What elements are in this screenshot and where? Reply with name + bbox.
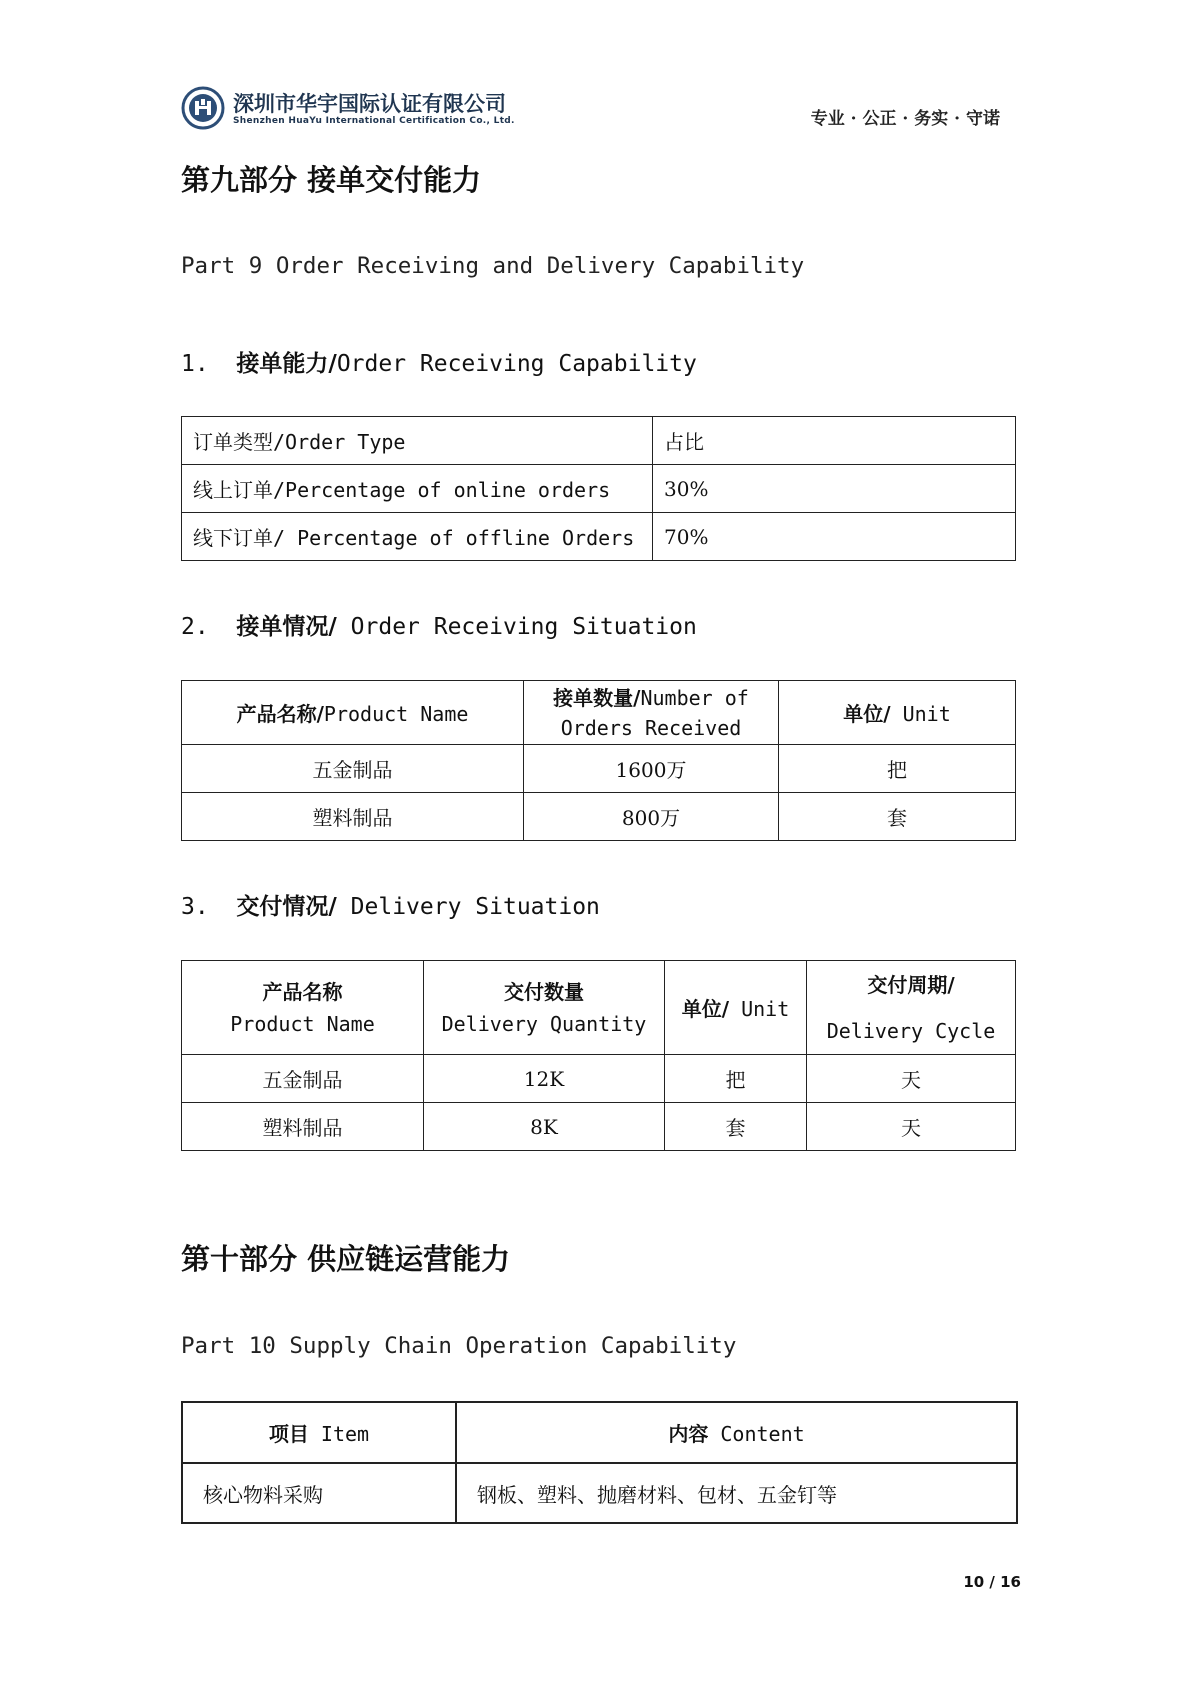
- section3-heading: [181, 888, 600, 921]
- company-name-cn: 深圳市华宇国际认证有限公司: [233, 92, 506, 116]
- part9-title-cn: 第九部分 接单交付能力: [181, 163, 482, 197]
- page-number: 10 / 16: [963, 1573, 1021, 1591]
- section2-title-en: Order Receiving Situation: [336, 614, 697, 640]
- header-cn: 单位/: [843, 702, 891, 726]
- table-cell: 塑料制品: [182, 1103, 424, 1151]
- header-cn: 产品名称: [262, 979, 343, 1004]
- table-cell: 线上订单/Percentage of online orders: [182, 465, 653, 513]
- table-row: [182, 1463, 1017, 1523]
- table-header-row: [182, 961, 1016, 1055]
- table-cell: 钢板、塑料、抛磨材料、包材、五金钉等: [456, 1463, 1017, 1523]
- section3-title-cn: 交付情况/: [236, 894, 337, 920]
- header-cell: [182, 961, 424, 1055]
- order-type-table: [181, 416, 1016, 561]
- table-cell: 占比: [653, 417, 1016, 465]
- header-en: Delivery Cycle: [826, 1018, 996, 1043]
- table-header-row: [182, 681, 1016, 745]
- table-row: [182, 1055, 1016, 1103]
- table-row: [182, 1103, 1016, 1151]
- header-cell: [424, 961, 665, 1055]
- header-en: Product Name: [230, 1011, 375, 1036]
- header-en: Delivery Quantity: [441, 1011, 647, 1036]
- table-cell: 12K: [424, 1055, 665, 1103]
- part9-title-en: Part 9 Order Receiving and Delivery Capability: [181, 253, 805, 279]
- part10-title-en: Part 10 Supply Chain Operation Capability: [181, 1333, 737, 1359]
- table-cell: 1600万: [524, 745, 779, 793]
- header-cn: 单位/: [681, 997, 730, 1021]
- section2-number: 2.: [181, 614, 209, 640]
- table-cell: 线下订单/ Percentage of offline Orders: [182, 513, 653, 561]
- header-en: Content: [708, 1422, 805, 1446]
- table-row: [182, 745, 1016, 793]
- table-header-row: [182, 1402, 1017, 1463]
- table-cell: 把: [665, 1055, 807, 1103]
- table-cell: 30%: [653, 465, 1016, 513]
- table-cell: 70%: [653, 513, 1016, 561]
- table-cell: 套: [779, 793, 1016, 841]
- table-row: [182, 417, 1016, 465]
- table-cell: 把: [779, 745, 1016, 793]
- table-cell: 套: [665, 1103, 807, 1151]
- section1-title-en: Order Receiving Capability: [336, 351, 697, 377]
- table-cell: 核心物料采购: [182, 1463, 456, 1523]
- header-en: Item: [308, 1422, 370, 1446]
- header-cn: 内容: [668, 1422, 709, 1446]
- page-header: [181, 86, 1021, 136]
- header-en-line2: Orders Received: [560, 715, 742, 740]
- section3-number: 3.: [181, 894, 209, 920]
- table-cell: 五金制品: [182, 745, 524, 793]
- table-row: [182, 513, 1016, 561]
- company-name-en: Shenzhen HuaYu International Certification Co., Ltd.: [233, 116, 515, 126]
- table-cell: 五金制品: [182, 1055, 424, 1103]
- table-row: [182, 465, 1016, 513]
- table-row: [182, 793, 1016, 841]
- header-cell: [182, 1402, 456, 1463]
- header-cell: [524, 681, 779, 745]
- header-cell: [456, 1402, 1017, 1463]
- table-cell: 8K: [424, 1103, 665, 1151]
- header-en: Product Name: [323, 702, 469, 726]
- supply-chain-table: [181, 1401, 1018, 1524]
- header-cn: 产品名称/: [236, 702, 324, 726]
- header-cn: 交付周期/: [867, 972, 955, 997]
- delivery-situation-table: [181, 960, 1016, 1151]
- table-cell: 天: [807, 1055, 1016, 1103]
- header-en: Unit: [890, 702, 951, 726]
- header-cn: 交付数量: [504, 979, 584, 1004]
- header-cn: 项目: [268, 1422, 309, 1446]
- header-cell: [182, 681, 524, 745]
- section2-heading: [181, 608, 697, 641]
- part10-title-cn: 第十部分 供应链运营能力: [181, 1242, 511, 1276]
- section1-title-cn: 接单能力/: [236, 351, 337, 377]
- header-cn: 接单数量/: [553, 685, 641, 710]
- section1-heading: [181, 345, 697, 378]
- header-en: Unit: [729, 997, 790, 1021]
- table-cell: 800万: [524, 793, 779, 841]
- table-cell: 天: [807, 1103, 1016, 1151]
- company-logo-icon: [181, 86, 225, 130]
- header-cell: [665, 961, 807, 1055]
- order-situation-table: [181, 680, 1016, 841]
- section1-number: 1.: [181, 351, 209, 377]
- section2-title-cn: 接单情况/: [236, 614, 337, 640]
- header-en: Number of: [640, 685, 749, 710]
- table-cell: 订单类型/Order Type: [182, 417, 653, 465]
- table-cell: 塑料制品: [182, 793, 524, 841]
- header-cell: [807, 961, 1016, 1055]
- section3-title-en: Delivery Situation: [336, 894, 600, 920]
- company-slogan: 专业 · 公正 · 务实 · 守诺: [810, 109, 1000, 129]
- header-cell: [779, 681, 1016, 745]
